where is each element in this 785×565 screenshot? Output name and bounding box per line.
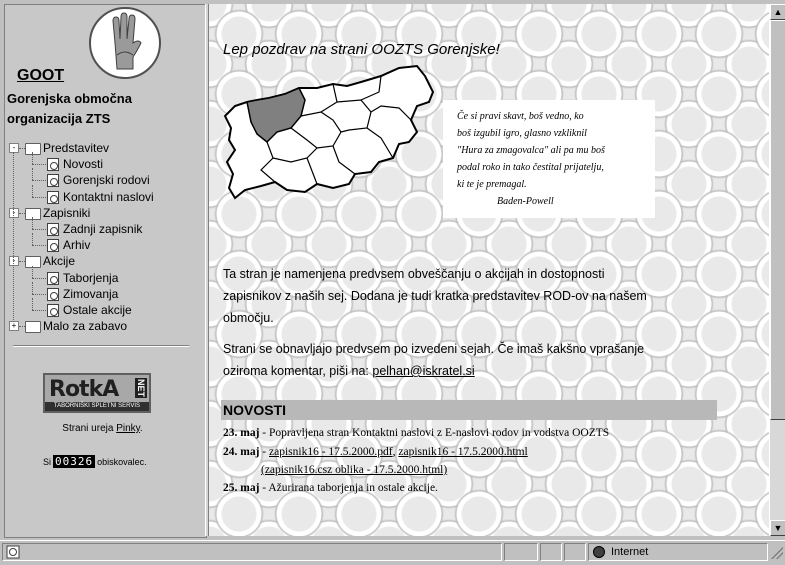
- news-item: [223, 482, 438, 494]
- editor-prefix: Strani ureja: [62, 423, 117, 434]
- greeting-heading: Lep pozdrav na strani OOZTS Gorenjske!: [223, 41, 500, 58]
- news-sep: -: [259, 482, 269, 494]
- tree-label[interactable]: Gorenjski rodovi: [63, 173, 150, 187]
- sidebar-separator: [13, 345, 189, 347]
- minutes-csz-link[interactable]: (zapisnik16.csz oblika - 17.5.2000.html): [261, 464, 448, 476]
- quote-line: Če si pravi skavt, boš vedno, ko: [457, 111, 584, 122]
- quote-line: podal roko in tako čestital prijatelju,: [457, 162, 604, 173]
- quote-line: "Hura za zmagovalca" ali pa mu boš: [457, 145, 605, 156]
- tree-label[interactable]: Zapisniki: [43, 206, 91, 220]
- baden-powell-quote: [443, 100, 655, 218]
- tree-trunk-line: [13, 152, 14, 322]
- news-date: 23. maj: [223, 427, 260, 439]
- slovenia-map: [221, 62, 443, 202]
- tree-connector: [32, 266, 33, 278]
- site-subtitle: Gorenjska območna organizacija ZTS: [7, 91, 132, 126]
- news-item-continuation: [261, 464, 447, 476]
- minutes-html-link[interactable]: zapisnik16 - 17.5.2000.html: [398, 446, 528, 458]
- tree-label[interactable]: Taborjenja: [63, 271, 119, 285]
- tree-connector: [32, 278, 46, 279]
- counter-digits: 00326: [55, 455, 94, 468]
- status-message: [2, 543, 502, 561]
- collapse-icon[interactable]: -: [9, 208, 19, 218]
- tree-connector: [32, 180, 46, 181]
- tree-connector: [32, 245, 46, 246]
- folder-icon: [25, 256, 41, 268]
- news-date: 25. maj: [223, 482, 260, 494]
- document-icon: [47, 191, 59, 204]
- tree-connector: [32, 229, 46, 230]
- banner-logo-text: RotkA: [49, 377, 119, 402]
- visitors-suffix: obiskovalec.: [97, 457, 147, 467]
- collapse-icon[interactable]: -: [9, 143, 19, 153]
- tree-label[interactable]: Akcije: [43, 254, 76, 268]
- email-link[interactable]: pelhan@iskratel.si: [372, 364, 475, 378]
- document-icon: [47, 288, 59, 301]
- content-frame: [209, 4, 769, 536]
- collapse-icon[interactable]: -: [9, 256, 19, 266]
- tree-connector: [32, 282, 33, 294]
- status-cell-blank: [504, 543, 538, 561]
- tree-label[interactable]: Zadnji zapisnik: [63, 222, 143, 236]
- tree-connector: [32, 298, 33, 310]
- status-bar: [0, 540, 785, 565]
- tree-connector: [32, 152, 33, 164]
- resize-grip-icon[interactable]: [771, 547, 783, 559]
- document-icon: [47, 239, 59, 252]
- document-icon: [47, 223, 59, 236]
- quote-line: boš izgubil igro, glasno vzkliknil: [457, 128, 587, 139]
- document-icon: [47, 174, 59, 187]
- editor-link[interactable]: Pinky: [116, 423, 140, 434]
- document-icon: [47, 158, 59, 171]
- contact-paragraph: [223, 338, 653, 382]
- quote-author: Baden-Powell: [497, 196, 554, 207]
- folder-icon: [25, 143, 41, 155]
- banner-strip: TABORNIŠKI SPLETNI SERVIS: [45, 402, 149, 411]
- tree-connector: [32, 164, 46, 165]
- intro-paragraph: Ta stran je namenjena predvsem obveščanju o akcijah in dostopnosti zapisnikov z naših sej. Dodana je tudi kratka predstavitev ROD-ov na našem območju.: [223, 267, 647, 325]
- status-cell-blank: [564, 543, 586, 561]
- news-comma: ,: [392, 446, 399, 458]
- quote-line: ki te je premagal.: [457, 179, 527, 190]
- tree-label[interactable]: Ostale akcije: [63, 303, 132, 317]
- news-text: Ažurirana taborjenja in ostale akcije.: [268, 482, 438, 494]
- globe-icon: [593, 546, 605, 558]
- contact-text: Strani se obnavljajo predvsem po izvedeni sejah. Če imaš kakšno vprašanje oziroma komentar, piši na:: [223, 342, 645, 378]
- tree-label[interactable]: Predstavitev: [43, 141, 110, 155]
- rotka-net-banner[interactable]: [43, 373, 151, 413]
- status-cell-blank: [540, 543, 562, 561]
- tree-connector: [32, 294, 46, 295]
- security-zone: [588, 543, 768, 561]
- tree-connector: [32, 310, 46, 311]
- document-icon: [47, 304, 59, 317]
- scroll-up-arrow-icon[interactable]: ▲: [770, 4, 785, 20]
- editor-suffix: .: [139, 423, 143, 434]
- tree-connector: [32, 197, 46, 198]
- editor-credit: [5, 423, 200, 434]
- news-sep: -: [259, 446, 270, 458]
- scroll-thumb[interactable]: [770, 20, 785, 420]
- tree-connector: [32, 217, 33, 229]
- tree-connector: [32, 233, 33, 245]
- news-text: Popravljena stran Kontaktni naslovi z E-naslovi rodov in vodstva OOZTS: [269, 427, 610, 439]
- visitor-counter: [43, 455, 147, 468]
- tree-label[interactable]: Novosti: [63, 157, 104, 171]
- folder-icon: [25, 321, 41, 333]
- minutes-pdf-link[interactable]: zapisnik16 - 17.5.2000.pdf: [269, 446, 393, 458]
- navigation-frame: [4, 4, 207, 538]
- banner-net-label: NET: [136, 379, 146, 397]
- folder-icon: [25, 208, 41, 220]
- visitors-prefix: Si: [43, 457, 52, 467]
- expand-icon[interactable]: +: [9, 321, 19, 331]
- site-title[interactable]: GOOT: [17, 67, 65, 84]
- document-icon: [47, 272, 59, 285]
- news-item: [223, 427, 609, 439]
- tree-connector: [32, 168, 33, 180]
- tree-label[interactable]: Zimovanja: [63, 287, 119, 301]
- news-header: NOVOSTI: [221, 400, 717, 420]
- vertical-scrollbar[interactable]: [769, 4, 785, 536]
- news-item: [223, 446, 528, 458]
- scroll-down-arrow-icon[interactable]: ▼: [770, 520, 785, 536]
- news-sep: -: [259, 427, 270, 439]
- scout-salute-logo: [89, 7, 161, 79]
- tree-label[interactable]: Malo za zabavo: [43, 319, 128, 333]
- news-date: 24. maj: [223, 446, 260, 458]
- zone-label: Internet: [611, 546, 649, 558]
- tree-connector: [32, 185, 33, 197]
- tree-label[interactable]: Kontaktni naslovi: [63, 190, 154, 204]
- page-icon: [6, 545, 20, 559]
- tree-label[interactable]: Arhiv: [63, 238, 91, 252]
